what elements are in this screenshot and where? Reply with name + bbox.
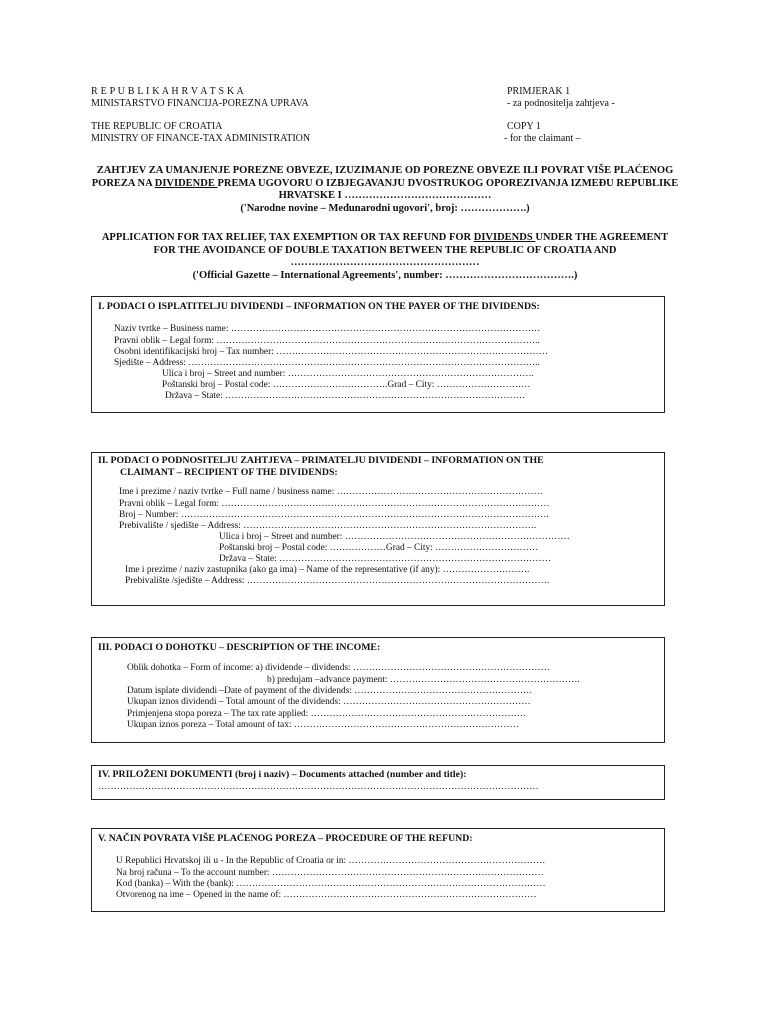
claimant-street-field[interactable]: Ulica i broj – Street and number: ……………………………………………………………… xyxy=(219,532,570,542)
section-payer xyxy=(91,296,665,413)
form-title-hr-line4: ('Narodne novine – Međunarodni ugovori', broj: ……………….) xyxy=(240,202,530,214)
total-tax-field[interactable]: Ukupan iznos poreza – Total amount of tax: ……………………………………………………………… xyxy=(127,720,519,730)
refund-bank-field[interactable]: Kod (banka) – With the (bank): ……………………………………………………………………………………… xyxy=(116,879,546,889)
ministry-hr-title: MINISTARSTVO FINANCIJA-POREZNA UPRAVA xyxy=(91,98,309,109)
form-title-en-line1: APPLICATION FOR TAX RELIEF, TAX EXEMPTION OR TAX REFUND FOR DIVIDENDS UNDER THE AGREEMENT xyxy=(101,232,669,243)
representative-address-field[interactable]: Prebivalište /sjedište – Address: ……………………………………………………………………………………. xyxy=(125,576,550,586)
republic-en-title: THE REPUBLIC OF CROATIA xyxy=(91,121,223,132)
claimant-number-field[interactable]: Broj – Number: ………………………………………………………………………………………………………. xyxy=(119,510,549,520)
payer-street-field[interactable]: Ulica i broj – Street and number: ……………………………………………………………………. xyxy=(162,369,534,379)
representative-name-field[interactable]: Ime i prezime / naziv zastupnika (ako ga ima) – Name of the representative (if any): ………………………. xyxy=(125,565,530,575)
refund-country-field[interactable]: U Republici Hrvatskoj ili u - In the Republic of Croatia or in: ……………………………………………………… xyxy=(116,856,546,866)
claimant-full-name-field[interactable]: Ime i prezime / naziv tvrtke – Full name / business name: ………………………………………………………… xyxy=(119,487,543,497)
section-refund-title: V. NAČIN POVRATA VIŠE PLAĆENOG POREZA – PROCEDURE OF THE REFUND: xyxy=(98,833,473,844)
republic-hr-title: R E P U B L I K A H R V A T S K A xyxy=(91,86,244,97)
form-title-hr xyxy=(80,165,690,215)
section-income-title: III. PODACI O DOHOTKU – DESCRIPTION OF THE INCOME: xyxy=(98,642,381,653)
payer-tax-number-field[interactable]: Osobni identifikacijski broj – Tax number: …………………………………………………………………………… xyxy=(114,347,549,357)
copy-recipient-en: - for the claimant – xyxy=(504,133,581,144)
form-title-hr-line3: HRVATSKE I …………………………………… xyxy=(278,190,492,201)
section-refund xyxy=(91,828,665,912)
section-payer-title: I. PODACI O ISPLATITELJU DIVIDENDI – INFORMATION ON THE PAYER OF THE DIVIDENDS: xyxy=(98,301,540,312)
section-documents xyxy=(91,765,665,800)
income-form-advance-field[interactable]: b) predujam –advance payment: ……………………………………………………. xyxy=(267,675,580,685)
claimant-postal-city-field[interactable]: Poštanski broj – Postal code: ………………Grad – City: …………………………… xyxy=(219,543,539,553)
refund-account-holder-field[interactable]: Otvorenog na ime – Opened in the name of: ……………………………………………………………………… xyxy=(116,890,537,900)
payer-postal-city-field[interactable]: Poštanski broj – Postal code: ……………………………….Grad – City: ………………………… xyxy=(162,380,531,390)
payment-date-field[interactable]: Datum isplate dividendi –Date of payment of the dividends: ………………………………………………… xyxy=(127,686,533,696)
form-title-hr-line2: POREZA NA DIVIDENDE PREMA UGOVORU O IZBJEGAVANJU DVOSTRUKOG OPOREZIVANJA IZMEĐU REPUBLIKE xyxy=(91,177,679,189)
payer-address-field[interactable]: Sjedište – Address: ………………………………………………………………………………………………….. xyxy=(114,358,540,368)
form-title-en xyxy=(80,232,690,282)
section-income xyxy=(91,637,665,743)
form-title-en-line2: FOR THE AVOIDANCE OF DOUBLE TAXATION BETWEEN THE REPUBLIC OF CROATIA AND xyxy=(153,244,617,256)
payer-business-name-field[interactable]: Naziv tvrtke – Business name: ……………………………………………………………………………………… xyxy=(114,324,541,334)
copy-label-en: COPY 1 xyxy=(507,121,541,132)
form-title-en-line4: ('Official Gazette – International Agreements', number: ……………………………….) xyxy=(192,269,578,281)
form-title-en-line3: ……………………………………………… xyxy=(290,257,480,268)
claimant-address-field[interactable]: Prebivalište / sjedište – Address: …………………………………………………………………………………. xyxy=(119,521,537,531)
income-form-dividends-field[interactable]: Oblik dohotka – Form of income: a) dividende – dividends: ……………………………………………………… xyxy=(127,663,550,673)
ministry-en-title: MINISTRY OF FINANCE-TAX ADMINISTRATION xyxy=(91,133,311,144)
claimant-legal-form-field[interactable]: Pravni oblik – Legal form: …………………………………………………………………………………………… xyxy=(119,499,550,509)
payer-state-field[interactable]: Država – State: …………………………………………………………………………………… xyxy=(165,391,526,401)
section-claimant xyxy=(91,452,665,606)
section-claimant-title: II. PODACI O PODNOSITELJU ZAHTJEVA – PRIMATELJU DIVIDENDI – INFORMATION ON THE CLAIMANT – RECIPIENT OF THE DIVIDENDS: xyxy=(98,455,544,478)
documents-attached-field[interactable]: …………………………………………………………………………………………………………………………… xyxy=(98,782,539,792)
copy-label-hr: PRIMJERAK 1 xyxy=(507,86,571,97)
total-dividends-field[interactable]: Ukupan iznos dividendi – Total amount of the dividends: …………………………………………………… xyxy=(127,697,531,707)
tax-rate-field[interactable]: Primjenjena stopa poreza – The tax rate applied: …………………………………………………………… xyxy=(127,709,527,719)
refund-account-number-field[interactable]: Na broj računa – To the account number: …………………………………………………………………………… xyxy=(116,868,544,878)
form-title-hr-line1: ZAHTJEV ZA UMANJENJE POREZNE OBVEZE, IZUZIMANJE OD POREZNE OBVEZE ILI POVRAT VIŠE PLAĆENOG xyxy=(96,165,674,176)
claimant-state-field[interactable]: Država – State: …………………………………………………………………………… xyxy=(219,554,552,564)
section-documents-title: IV. PRILOŽENI DOKUMENTI (broj i naziv) – Documents attached (number and title): xyxy=(98,769,467,780)
copy-recipient-hr: - za podnositelja zahtjeva - xyxy=(507,98,615,109)
payer-legal-form-field[interactable]: Pravni oblik – Legal form: ………………………………………………………………………………………….. xyxy=(114,336,540,346)
